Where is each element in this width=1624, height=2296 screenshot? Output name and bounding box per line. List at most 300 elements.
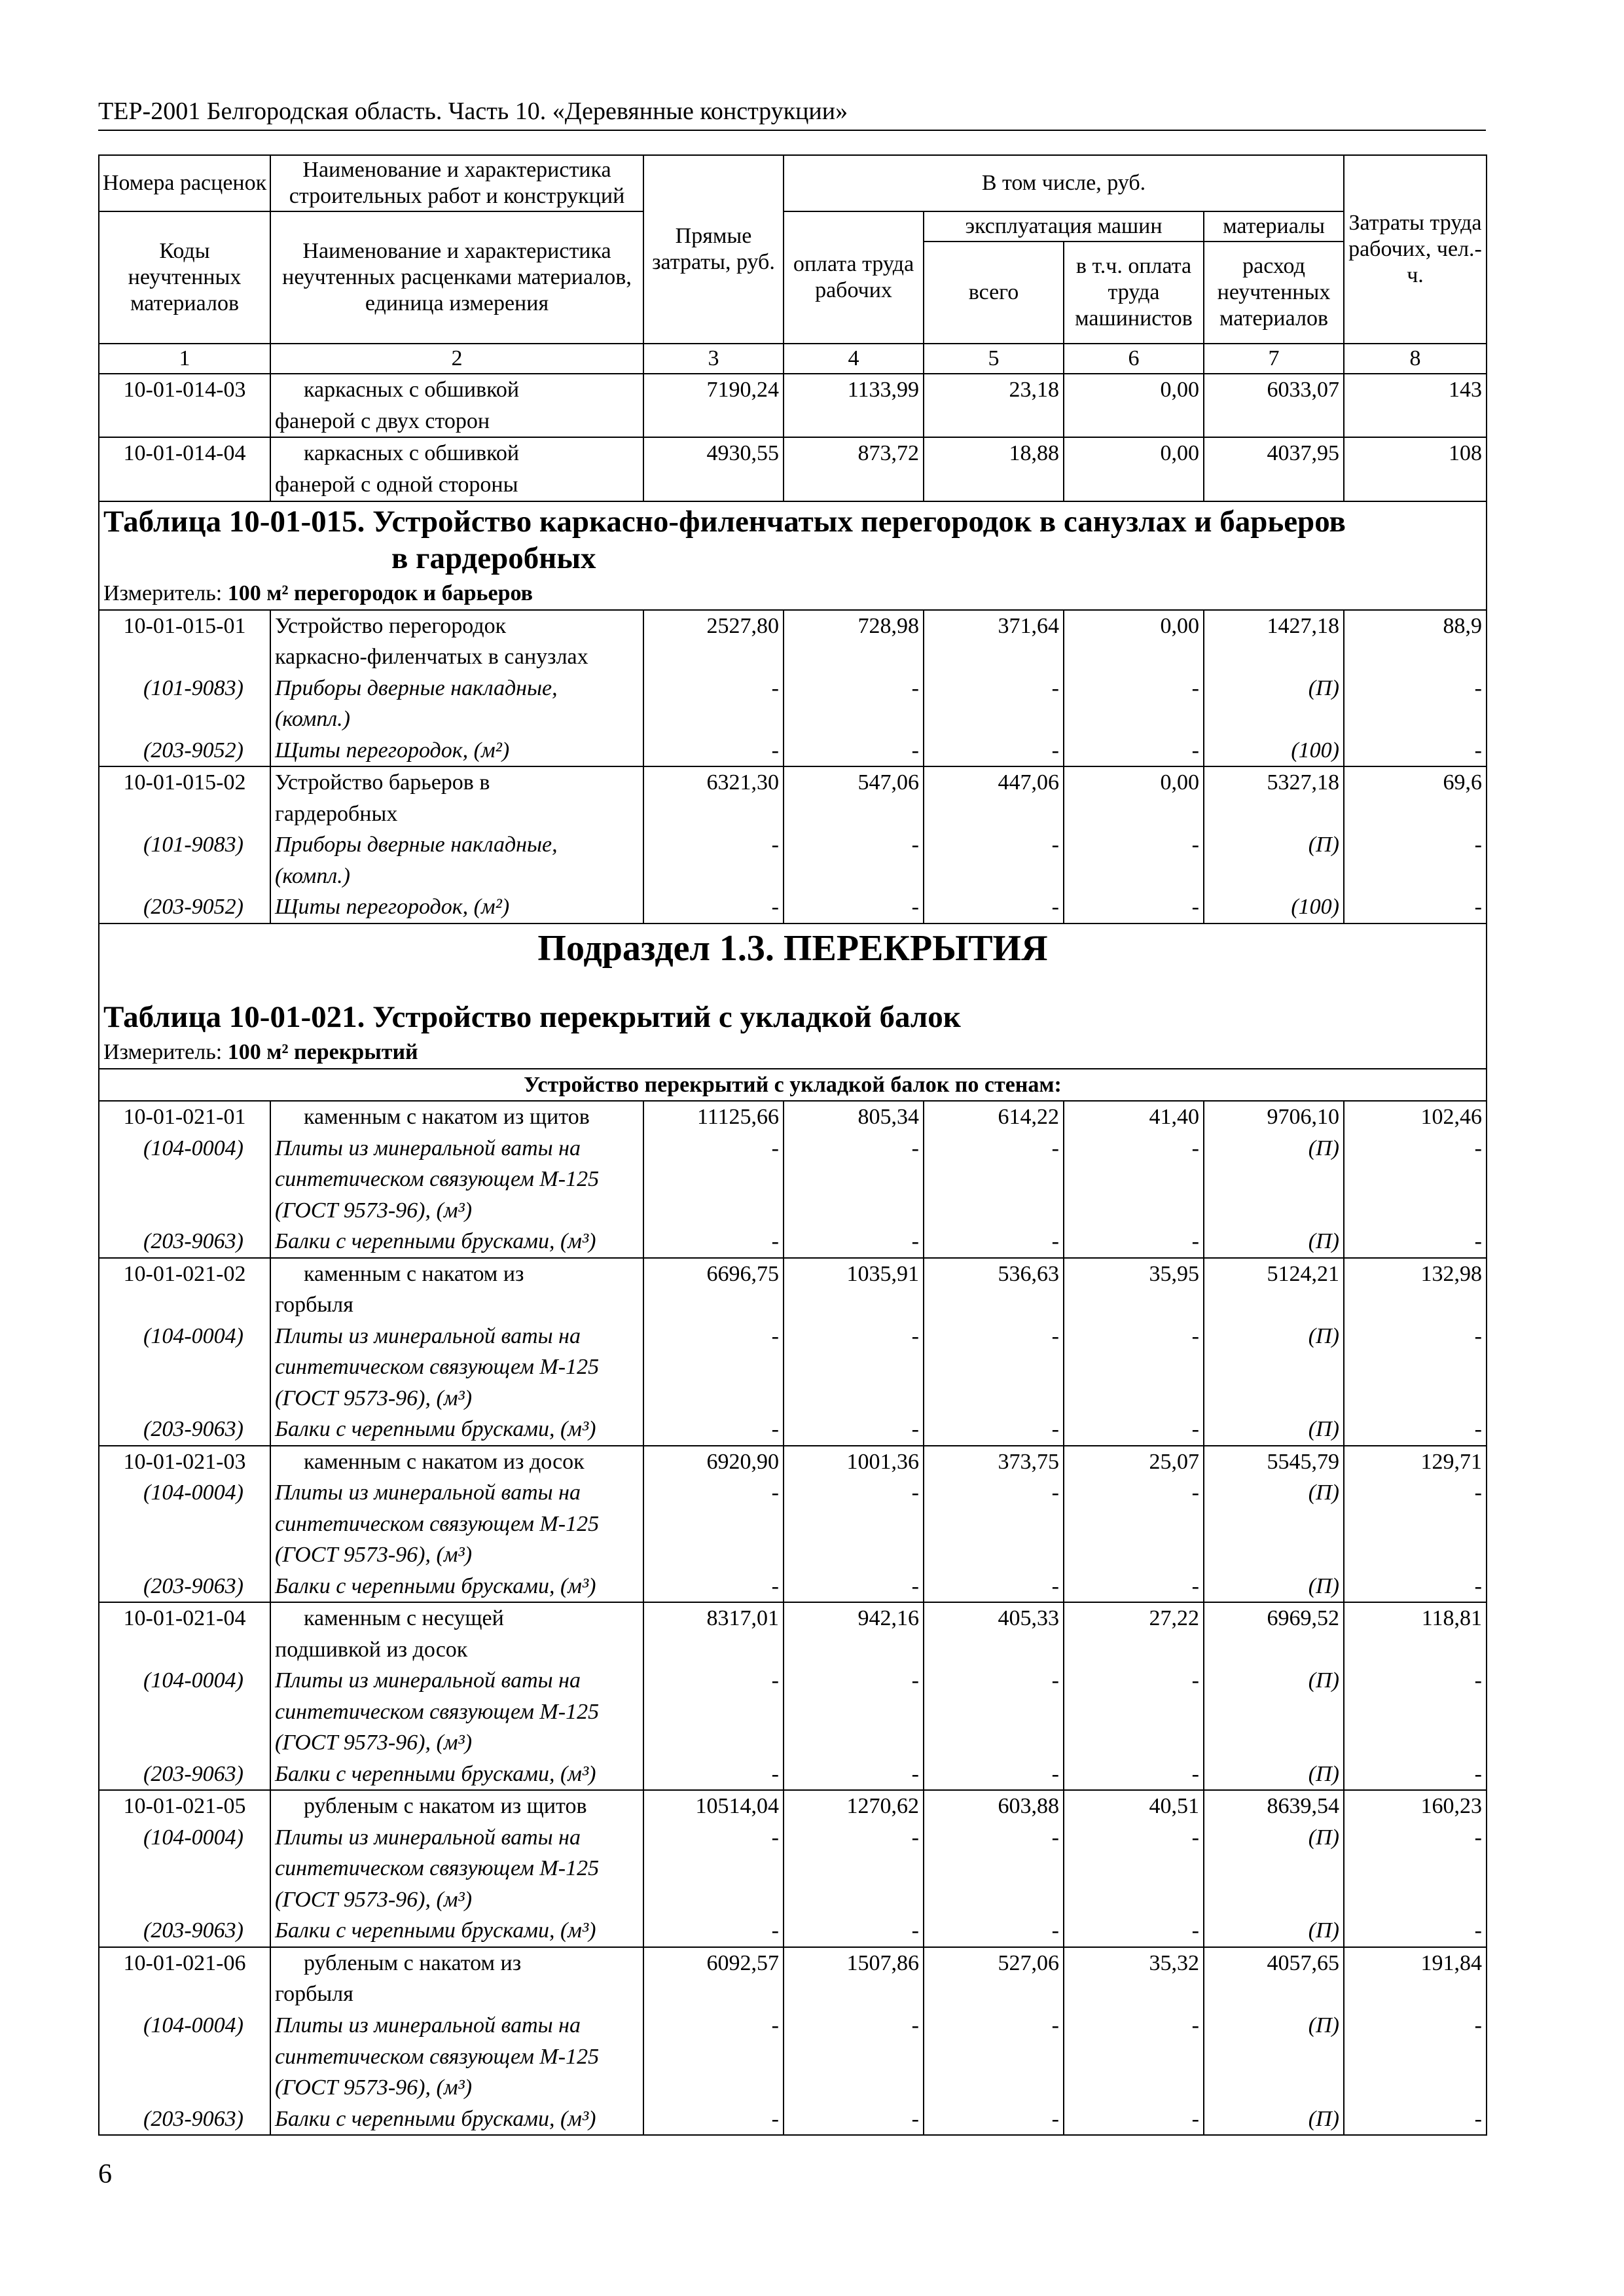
empty-cell [1344, 1634, 1487, 1666]
empty-cell [1204, 1979, 1344, 2010]
empty-cell [924, 1289, 1064, 1321]
header-col2-bottom: Наименование и характеристика неучтенных расценками материалов, единица измерения [270, 211, 643, 344]
value-cell: 1507,86 [784, 1947, 924, 1979]
empty-cell [99, 1634, 270, 1666]
empty-cell [924, 1979, 1064, 2010]
empty-cell [1064, 1195, 1204, 1227]
value-cell: - [924, 891, 1064, 924]
value-cell: 6033,07 [1204, 374, 1344, 406]
rate-code: 10-01-021-04 [99, 1602, 270, 1634]
empty-cell [1204, 1634, 1344, 1666]
value-cell: - [924, 1414, 1064, 1446]
empty-cell [1064, 861, 1204, 892]
empty-cell [1064, 406, 1204, 438]
value-cell: - [924, 1822, 1064, 1854]
value-cell: - [643, 1414, 784, 1446]
value-cell: (П) [1204, 1226, 1344, 1258]
rate-name: горбыля [270, 1289, 643, 1321]
value-cell: 405,33 [924, 1602, 1064, 1634]
value-cell: - [924, 1226, 1064, 1258]
value-cell: 191,84 [1344, 1947, 1487, 1979]
empty-cell [924, 2072, 1064, 2104]
table-row [99, 1947, 1487, 1979]
rate-name: каменным с накатом из досок [270, 1446, 643, 1478]
header-materials: материалы [1204, 211, 1344, 242]
header-rule [98, 130, 1486, 131]
empty-cell [99, 1884, 270, 1916]
value-cell: - [1064, 673, 1204, 704]
value-cell: 6321,30 [643, 766, 784, 798]
empty-cell [99, 406, 270, 438]
value-cell: 8317,01 [643, 1602, 784, 1634]
material-name: (ГОСТ 9573-96), (м³) [270, 1539, 643, 1571]
table-021-measure [99, 1037, 1487, 1069]
empty-cell [1064, 1727, 1204, 1759]
material-name: Балки с черепными брусками, (м³) [270, 1915, 643, 1947]
rate-name: каменным с несущей [270, 1602, 643, 1634]
rate-name: Устройство перегородок [270, 610, 643, 642]
material-name: Плиты из минеральной ваты на [270, 1822, 643, 1854]
value-cell: - [924, 829, 1064, 861]
empty-cell [99, 1195, 270, 1227]
value-cell: - [1344, 829, 1487, 861]
value-cell: - [1344, 2010, 1487, 2041]
value-cell: 35,32 [1064, 1947, 1204, 1979]
value-cell: 69,6 [1344, 766, 1487, 798]
empty-cell [784, 1727, 924, 1759]
value-cell: 0,00 [1064, 374, 1204, 406]
table-row [99, 1321, 1487, 1352]
empty-cell [1204, 641, 1344, 673]
value-cell: 8639,54 [1204, 1790, 1344, 1822]
empty-cell [643, 1979, 784, 2010]
col-number: 8 [1344, 344, 1487, 374]
value-cell: (100) [1204, 735, 1344, 767]
value-cell: - [924, 2010, 1064, 2041]
value-cell: 4930,55 [643, 437, 784, 469]
subsection-title-text: Подраздел 1.3. ПЕРЕКРЫТИЯ [537, 927, 1048, 969]
empty-cell [1064, 1634, 1204, 1666]
value-cell: - [643, 891, 784, 924]
value-cell: - [1064, 2010, 1204, 2041]
material-name: Балки с черепными брусками, (м³) [270, 2104, 643, 2136]
table-row [99, 735, 1487, 767]
table-body [99, 374, 1487, 2135]
value-cell: 2527,80 [643, 610, 784, 642]
empty-cell [99, 469, 270, 501]
rate-code: 10-01-014-04 [99, 437, 270, 469]
empty-cell [1064, 798, 1204, 830]
value-cell: 143 [1344, 374, 1487, 406]
empty-cell [643, 1509, 784, 1540]
value-cell: - [643, 1822, 784, 1854]
empty-cell [99, 1727, 270, 1759]
empty-cell [924, 1352, 1064, 1383]
empty-cell [784, 1884, 924, 1916]
value-cell: - [1064, 829, 1204, 861]
value-cell: - [1344, 1915, 1487, 1947]
table-row [99, 1509, 1487, 1540]
value-cell: - [1064, 1759, 1204, 1791]
value-cell: - [1064, 2104, 1204, 2136]
empty-cell [1204, 1696, 1344, 1728]
empty-cell [643, 1884, 784, 1916]
value-cell: 5545,79 [1204, 1446, 1344, 1478]
value-cell: - [784, 829, 924, 861]
material-code: (203-9052) [99, 891, 270, 924]
material-name: (ГОСТ 9573-96), (м³) [270, 2072, 643, 2104]
value-cell: - [924, 735, 1064, 767]
value-cell: - [1064, 1226, 1204, 1258]
rate-name: каменным с накатом из щитов [270, 1101, 643, 1133]
value-cell: 0,00 [1064, 766, 1204, 798]
empty-cell [1204, 1352, 1344, 1383]
value-cell: 0,00 [1064, 437, 1204, 469]
material-code: (104-0004) [99, 1321, 270, 1352]
table-row [99, 891, 1487, 924]
value-cell: - [784, 1414, 924, 1446]
value-cell: - [643, 1571, 784, 1603]
value-cell: 27,22 [1064, 1602, 1204, 1634]
value-cell: - [1064, 891, 1204, 924]
table-row [99, 2072, 1487, 2104]
material-name: Плиты из минеральной ваты на [270, 2010, 643, 2041]
empty-cell [1064, 2072, 1204, 2104]
value-cell: 35,95 [1064, 1258, 1204, 1290]
table-row [99, 1226, 1487, 1258]
value-cell: - [643, 2010, 784, 2041]
material-name: синтетическом связующем М-125 [270, 1509, 643, 1540]
header-labor-cost: Затраты труда рабочих, чел.-ч. [1344, 155, 1487, 344]
material-code: (203-9063) [99, 1571, 270, 1603]
table-row [99, 469, 1487, 501]
empty-cell [924, 406, 1064, 438]
value-cell: - [784, 735, 924, 767]
value-cell: 40,51 [1064, 1790, 1204, 1822]
value-cell: 1035,91 [784, 1258, 924, 1290]
empty-cell [1344, 1539, 1487, 1571]
empty-cell [1064, 1164, 1204, 1195]
empty-cell [924, 469, 1064, 501]
rate-code: 10-01-021-05 [99, 1790, 270, 1822]
empty-cell [784, 1383, 924, 1414]
material-name: Щиты перегородок, (м²) [270, 735, 643, 767]
empty-cell [924, 1853, 1064, 1884]
value-cell: - [1064, 1133, 1204, 1164]
empty-cell [99, 1352, 270, 1383]
empty-cell [99, 2072, 270, 2104]
value-cell: 41,40 [1064, 1101, 1204, 1133]
value-cell: 160,23 [1344, 1790, 1487, 1822]
value-cell: 547,06 [784, 766, 924, 798]
value-cell: 25,07 [1064, 1446, 1204, 1478]
empty-cell [1064, 1289, 1204, 1321]
value-cell: 536,63 [924, 1258, 1064, 1290]
table-row [99, 1884, 1487, 1916]
empty-cell [1064, 1884, 1204, 1916]
value-cell: 4037,95 [1204, 437, 1344, 469]
value-cell: - [1344, 2104, 1487, 2136]
table-row [99, 924, 1487, 974]
empty-cell [784, 1289, 924, 1321]
value-cell: 118,81 [1344, 1602, 1487, 1634]
value-cell: (П) [1204, 1665, 1344, 1696]
value-cell: (П) [1204, 2010, 1344, 2041]
col-number: 7 [1204, 344, 1344, 374]
table-015-measure [99, 578, 1487, 610]
material-name: Балки с черепными брусками, (м³) [270, 1571, 643, 1603]
value-cell: - [1064, 735, 1204, 767]
empty-cell [1204, 1884, 1344, 1916]
empty-cell [1344, 2041, 1487, 2073]
table-row [99, 501, 1487, 579]
value-cell: - [643, 2104, 784, 2136]
rate-name: Устройство барьеров в [270, 766, 643, 798]
value-cell: 5124,21 [1204, 1258, 1344, 1290]
empty-cell [1344, 1509, 1487, 1540]
material-name: синтетическом связующем М-125 [270, 1164, 643, 1195]
value-cell: - [643, 1665, 784, 1696]
table-row [99, 1979, 1487, 2010]
value-cell: - [643, 1133, 784, 1164]
value-cell: 728,98 [784, 610, 924, 642]
material-code: (203-9063) [99, 1759, 270, 1791]
table-row [99, 1853, 1487, 1884]
empty-cell [1344, 406, 1487, 438]
value-cell: 6920,90 [643, 1446, 784, 1478]
value-cell: (100) [1204, 891, 1344, 924]
value-cell: - [643, 1226, 784, 1258]
table-row [99, 437, 1487, 469]
empty-cell [1344, 1696, 1487, 1728]
value-cell: - [924, 673, 1064, 704]
empty-cell [1204, 2041, 1344, 2073]
table-row [99, 1539, 1487, 1571]
value-cell: 10514,04 [643, 1790, 784, 1822]
value-cell: - [1064, 1665, 1204, 1696]
table-row [99, 374, 1487, 406]
group-title-text: Устройство перекрытий с укладкой балок по стенам: [524, 1072, 1062, 1097]
empty-cell [1344, 798, 1487, 830]
header-col1-top: Номера расценок [99, 155, 270, 211]
empty-cell [924, 2041, 1064, 2073]
value-cell: - [784, 1759, 924, 1791]
empty-cell [1204, 1164, 1344, 1195]
material-name: Приборы дверные накладные, [270, 829, 643, 861]
empty-cell [1064, 1509, 1204, 1540]
rate-name: гардеробных [270, 798, 643, 830]
table-row [99, 1164, 1487, 1195]
value-cell: (П) [1204, 1414, 1344, 1446]
table-row [99, 610, 1487, 642]
material-name: Плиты из минеральной ваты на [270, 1477, 643, 1509]
table-row [99, 2104, 1487, 2136]
empty-cell [1344, 1289, 1487, 1321]
empty-cell [643, 1383, 784, 1414]
value-cell: - [1344, 891, 1487, 924]
empty-cell [99, 798, 270, 830]
header-materials-unaccounted: расход неучтенных материалов [1204, 242, 1344, 344]
empty-cell [643, 1539, 784, 1571]
empty-cell [924, 1539, 1064, 1571]
rate-name: фанерой с двух сторон [270, 406, 643, 438]
value-cell: 371,64 [924, 610, 1064, 642]
empty-cell [1344, 861, 1487, 892]
value-cell: - [1064, 1822, 1204, 1854]
empty-cell [784, 798, 924, 830]
value-cell: - [643, 735, 784, 767]
empty-cell [643, 641, 784, 673]
table-row [99, 1258, 1487, 1290]
value-cell: - [1344, 1571, 1487, 1603]
empty-cell [1204, 2072, 1344, 2104]
value-cell: - [784, 1665, 924, 1696]
empty-cell [1064, 1539, 1204, 1571]
table-row [99, 1383, 1487, 1414]
value-cell: - [1344, 1226, 1487, 1258]
material-name: Балки с черепными брусками, (м³) [270, 1414, 643, 1446]
empty-cell [924, 1696, 1064, 1728]
value-cell: 527,06 [924, 1947, 1064, 1979]
value-cell: 23,18 [924, 374, 1064, 406]
empty-cell [924, 1727, 1064, 1759]
empty-cell [784, 2072, 924, 2104]
value-cell: 108 [1344, 437, 1487, 469]
material-name: синтетическом связующем М-125 [270, 1352, 643, 1383]
material-code: (104-0004) [99, 2010, 270, 2041]
value-cell: - [784, 1915, 924, 1947]
value-cell: - [643, 829, 784, 861]
empty-cell [784, 1634, 924, 1666]
value-cell: - [643, 673, 784, 704]
empty-cell [643, 861, 784, 892]
header-direct-costs: Прямые затраты, руб. [643, 155, 784, 344]
value-cell: 4057,65 [1204, 1947, 1344, 1979]
table-row [99, 641, 1487, 673]
table-row [99, 1822, 1487, 1854]
measure-value: 100 м² перегородок и барьеров [227, 581, 533, 606]
table-row [99, 1289, 1487, 1321]
table-row [99, 798, 1487, 830]
rate-name: каменным с накатом из [270, 1258, 643, 1290]
col-number: 2 [270, 344, 643, 374]
value-cell: - [924, 1133, 1064, 1164]
empty-cell [1064, 1383, 1204, 1414]
table-row [99, 1477, 1487, 1509]
value-cell: - [1344, 1822, 1487, 1854]
table-row [99, 861, 1487, 892]
col-number: 5 [924, 344, 1064, 374]
table-row [99, 673, 1487, 704]
empty-cell [784, 1195, 924, 1227]
empty-cell [643, 2041, 784, 2073]
value-cell: 1427,18 [1204, 610, 1344, 642]
value-cell: - [1344, 673, 1487, 704]
value-cell: - [924, 1477, 1064, 1509]
value-cell: (П) [1204, 2104, 1344, 2136]
material-code: (104-0004) [99, 1822, 270, 1854]
table-row [99, 766, 1487, 798]
empty-cell [784, 1979, 924, 2010]
material-name: Плиты из минеральной ваты на [270, 1321, 643, 1352]
empty-cell [643, 1634, 784, 1666]
empty-cell [1344, 1979, 1487, 2010]
empty-cell [924, 1164, 1064, 1195]
table-row [99, 1037, 1487, 1069]
empty-cell [784, 861, 924, 892]
material-name: Приборы дверные накладные, [270, 673, 643, 704]
document-header: ТЕР-2001 Белгородская область. Часть 10. «Деревянные конструкции» [98, 98, 848, 125]
empty-cell [1204, 1383, 1344, 1414]
table-header [99, 155, 1487, 374]
table-row [99, 1727, 1487, 1759]
value-cell: - [924, 1915, 1064, 1947]
empty-cell [1064, 641, 1204, 673]
value-cell: 0,00 [1064, 610, 1204, 642]
material-name: (ГОСТ 9573-96), (м³) [270, 1727, 643, 1759]
table-015-title [99, 501, 1487, 579]
value-cell: 88,9 [1344, 610, 1487, 642]
rate-code: 10-01-021-06 [99, 1947, 270, 1979]
material-name: синтетическом связующем М-125 [270, 1696, 643, 1728]
value-cell: - [1344, 1321, 1487, 1352]
empty-cell [643, 2072, 784, 2104]
value-cell: (П) [1204, 829, 1344, 861]
table-row [99, 1101, 1487, 1133]
empty-cell [643, 1352, 784, 1383]
material-code: (203-9063) [99, 1226, 270, 1258]
value-cell: - [1344, 1665, 1487, 1696]
table-row [99, 1133, 1487, 1164]
empty-cell [1204, 1195, 1344, 1227]
empty-cell [924, 1195, 1064, 1227]
empty-cell [784, 2041, 924, 2073]
material-name: синтетическом связующем М-125 [270, 2041, 643, 2073]
empty-cell [784, 1696, 924, 1728]
empty-cell [99, 2041, 270, 2073]
material-code: (203-9063) [99, 1915, 270, 1947]
price-table [98, 154, 1487, 2136]
value-cell: - [924, 1321, 1064, 1352]
table-015-title-line1: Таблица 10-01-015. Устройство каркасно-филенчатых перегородок в санузлах и барьеров [103, 504, 1346, 539]
empty-cell [924, 641, 1064, 673]
empty-cell [1204, 1289, 1344, 1321]
value-cell: - [1344, 1133, 1487, 1164]
material-code: (203-9052) [99, 735, 270, 767]
rate-name: каркасных с обшивкой [270, 374, 643, 406]
table-row [99, 1069, 1487, 1102]
rate-code: 10-01-021-01 [99, 1101, 270, 1133]
empty-cell [99, 704, 270, 735]
empty-cell [784, 704, 924, 735]
value-cell: (П) [1204, 1915, 1344, 1947]
table-row [99, 1414, 1487, 1446]
empty-cell [1204, 1853, 1344, 1884]
value-cell: (П) [1204, 1759, 1344, 1791]
empty-cell [924, 1383, 1064, 1414]
material-name: Щиты перегородок, (м²) [270, 891, 643, 924]
table-021-title [99, 974, 1487, 1037]
material-name: (компл.) [270, 704, 643, 735]
rate-name: рубленым с накатом из [270, 1947, 643, 1979]
value-cell: - [1064, 1414, 1204, 1446]
value-cell: - [1344, 1414, 1487, 1446]
empty-cell [1064, 1979, 1204, 2010]
value-cell: - [784, 1226, 924, 1258]
rate-code: 10-01-021-03 [99, 1446, 270, 1478]
value-cell: (П) [1204, 1133, 1344, 1164]
table-row [99, 2010, 1487, 2041]
